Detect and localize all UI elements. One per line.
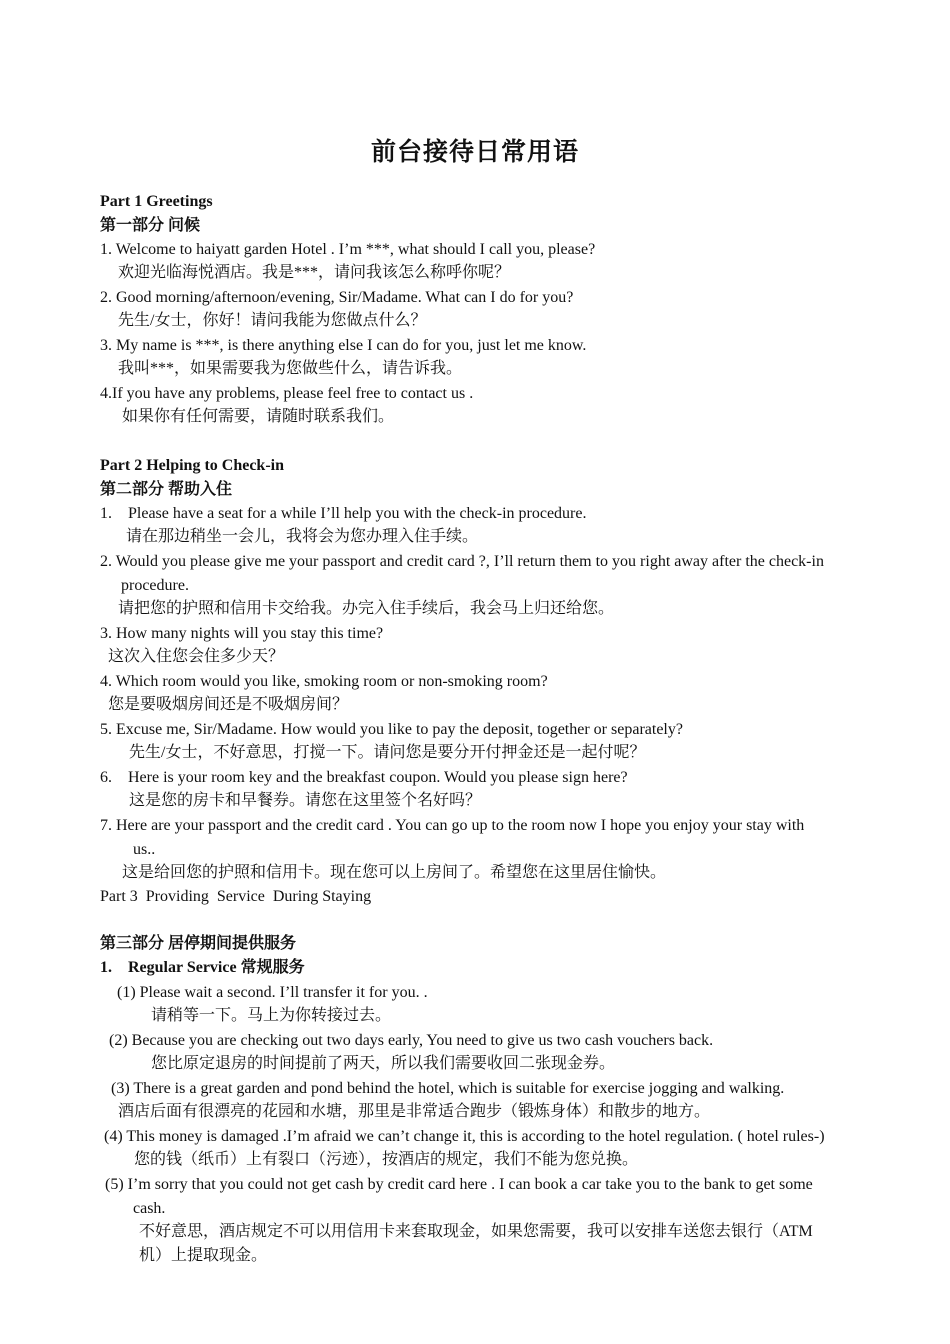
part2-item-2-cn: 请把您的护照和信用卡交给我。办完入住手续后，我会马上归还给您。 (118, 600, 615, 617)
part2-item-7-en-cont: us.. (133, 841, 156, 858)
part3-item-1-en: (1) Please wait a second. I’ll transfer it for you. . (117, 984, 428, 1001)
part2-item-6-cn: 这是您的房卡和早餐券。请您在这里签个名好吗？ (129, 792, 482, 809)
part2-item-3-cn: 这次入住您会住多少天？ (108, 648, 285, 665)
part2-heading-cn: 第二部分 帮助入住 (100, 481, 233, 498)
part2-item-7-cn: 这是给回您的护照和信用卡。现在您可以上房间了。希望您在这里居住愉快。 (122, 864, 667, 881)
part3-item-5-cn-cont: 机）上提取现金。 (139, 1247, 268, 1264)
part1-heading-en: Part 1 Greetings (100, 193, 213, 210)
part3-item-5-en-cont: cash. (133, 1200, 166, 1217)
part2-item-5-en: 5. Excuse me, Sir/Madame. How would you like to pay the deposit, together or separately? (100, 721, 683, 738)
part3-item-5-cn: 不好意思，酒店规定不可以用信用卡来套取现金，如果您需要，我可以安排车送您去银行（ATM (139, 1223, 813, 1240)
part2-heading-en: Part 2 Helping to Check-in (100, 457, 284, 474)
part1-item-4-cn: 如果你有任何需要，请随时联系我们。 (122, 408, 395, 425)
part1-item-3-cn: 我叫***，如果需要我为您做些什么，请告诉我。 (118, 360, 463, 377)
part2-item-1-cn: 请在那边稍坐一会儿，我将会为您办理入住手续。 (126, 528, 479, 545)
part3-item-5-en: (5) I’m sorry that you could not get cash by credit card here . I can book a car take you to the bank to get some (105, 1176, 813, 1193)
part2-item-3-en: 3. How many nights will you stay this time? (100, 625, 384, 642)
part1-item-3-en: 3. My name is ***, is there anything else I can do for you, just let me know. (100, 337, 587, 354)
part3-item-3-en: (3) There is a great garden and pond behind the hotel, which is suitable for exercise jogging and walking. (111, 1080, 785, 1097)
part3-heading-en: Part 3 Providing Service During Staying (100, 888, 372, 905)
part2-item-5-cn: 先生/女士，不好意思，打搅一下。请问您是要分开付押金还是一起付呢？ (129, 744, 646, 761)
part1-item-1-cn: 欢迎光临海悦酒店。我是***，请问我该怎么称呼你呢？ (118, 264, 511, 281)
page-title: 前台接待日常用语 (370, 139, 579, 166)
part1-item-2-en: 2. Good morning/afternoon/evening, Sir/Madame. What can I do for you? (100, 289, 574, 306)
part1-item-4-en: 4.If you have any problems, please feel free to contact us . (100, 385, 474, 402)
part3-item-4-cn: 您的钱（纸币）上有裂口（污迹），按酒店的规定，我们不能为您兑换。 (134, 1151, 639, 1168)
part1-heading-cn: 第一部分 问候 (100, 217, 201, 234)
part2-item-4-en: 4. Which room would you like, smoking room or non-smoking room? (100, 673, 548, 690)
part3-item-2-cn: 您比原定退房的时间提前了两天，所以我们需要收回二张现金券。 (151, 1055, 616, 1072)
part2-item-6-en: 6. Here is your room key and the breakfast coupon. Would you please sign here? (100, 769, 628, 786)
part3-item-2-en: (2) Because you are checking out two days early, You need to give us two cash vouchers back. (109, 1032, 714, 1049)
part2-item-1-en: 1. Please have a seat for a while I’ll help you with the check-in procedure. (100, 505, 587, 522)
part2-item-4-cn: 您是要吸烟房间还是不吸烟房间？ (108, 696, 349, 713)
part1-item-2-cn: 先生/女士，你好！请问我能为您做点什么？ (118, 312, 427, 329)
part3-subheading: 1. Regular Service 常规服务 (100, 959, 305, 976)
part3-item-4-en: (4) This money is damaged .I’m afraid we can’t change it, this is according to the hotel regulation. ( hotel rules-) (104, 1128, 825, 1145)
part3-heading-cn: 第三部分 居停期间提供服务 (100, 935, 297, 952)
part1-item-1-en: 1. Welcome to haiyatt garden Hotel . I’m ***, what should I call you, please? (100, 241, 596, 258)
part2-item-2-en-cont: procedure. (121, 577, 189, 594)
part3-item-3-cn: 酒店后面有很漂亮的花园和水塘，那里是非常适合跑步（锻炼身体）和散步的地方。 (118, 1103, 711, 1120)
part2-item-7-en: 7. Here are your passport and the credit card . You can go up to the room now I hope you enjoy your stay with (100, 817, 805, 834)
part3-item-1-cn: 请稍等一下。马上为你转接过去。 (151, 1007, 392, 1024)
part2-item-2-en: 2. Would you please give me your passport and credit card ?, I’ll return them to you right away after the check-in (100, 553, 824, 570)
